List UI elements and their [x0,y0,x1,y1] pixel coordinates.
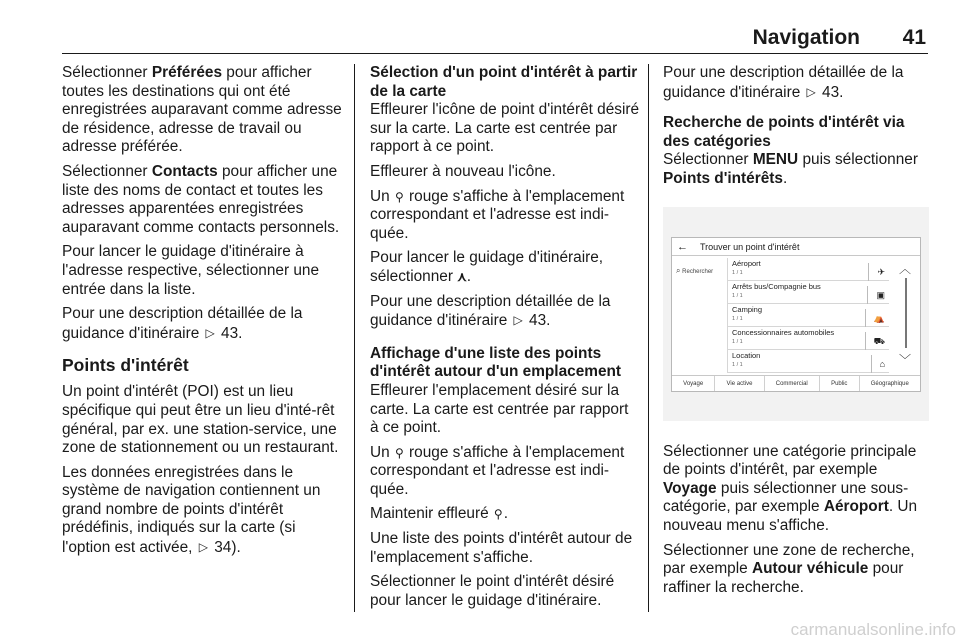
text: Pour lancer le guidage d'itinéraire, sélectionner [370,249,604,285]
poi-screen [671,237,921,392]
list-item-count: 1 / 1 [732,361,743,368]
scrollbar[interactable] [896,260,916,370]
map-pin-icon: ⚲ [394,445,404,460]
paragraph: Effleurer l'icône de point d'intérêt désiré sur la carte. La carte est centrée par rapport à ce point. [370,101,640,156]
list-item-count: 1 / 1 [732,315,743,322]
text: Pour une description détaillée de la guidance d'itinéraire [663,64,904,101]
tab-public[interactable]: Public [820,376,860,391]
text: Sélectionner une zone de recherche, par exemple [663,541,915,578]
bold-term: Préférées [151,64,223,81]
text: . [503,505,508,523]
list-item[interactable] [727,281,889,304]
section-title: Points d'intérêt [62,355,189,376]
bold-term: Contacts [151,162,218,180]
tab-vie-active[interactable]: Vie active [715,376,764,391]
list-item-name: Arrêts bus/Compagnie bus [732,281,821,291]
search-button[interactable] [676,262,713,282]
paragraph [370,188,640,244]
list-item-name: Concessionnaires automobiles [732,327,835,337]
text: pour afficher toutes les destinations qui ont été enregistrées auparavant comme adresse de résidence, adresse de travail ou adresse préférée. [62,64,342,156]
column-1 [62,64,348,564]
search-label: Rechercher [682,268,714,275]
category-list [727,258,889,373]
text: Sélectionner [62,64,152,81]
text: pour afficher une liste des noms de contact et toutes les adresses apparentées enregistrées auparavant comme contacts personnels. [62,162,340,236]
list-item[interactable] [727,350,889,373]
car-icon: ⛟ [865,332,885,351]
page-reference: 43. [524,312,551,330]
subsection-title: Sélection d'un point d'intérêt à partir de la carte [370,64,638,100]
scroll-down-icon[interactable]: ﹀ [899,352,912,367]
text: . [466,267,472,285]
text: . [782,169,788,187]
list-item-count: 1 / 1 [732,269,743,276]
text: Un [370,443,394,461]
page-reference-arrow-icon: ▷ [806,84,816,99]
text: Maintenir effleuré [370,505,493,523]
page-reference-arrow-icon: ▷ [205,325,215,340]
bold-term: Points d'intérêts [663,169,783,187]
paragraph: Sélectionner le point d'intérêt désiré pour lancer le guidage d'itinéraire. [370,573,615,609]
bold-term: MENU [752,151,799,169]
page-reference-arrow-icon: ▷ [513,313,523,328]
text: Sélectionner [663,151,753,169]
list-item[interactable] [727,327,889,350]
search-icon: ⌕ [676,265,681,275]
chapter-title: Navigation [752,26,860,49]
text: . Un nouveau menu s'affiche. [663,498,918,534]
list-item-count: 1 / 1 [732,338,743,345]
text: puis sélectionner une sous-catégorie, par exemple [663,479,909,516]
category-tabs [672,375,920,391]
paragraph [62,305,348,343]
text: rouge s'affiche à l'emplacement correspondant et l'adresse est indi-quée. [370,443,625,498]
scroll-track[interactable] [905,278,907,348]
column-divider [354,64,355,612]
paragraph [663,64,929,102]
bold-term: Aéroport [823,498,889,516]
text: Pour une description détaillée de la guidance d'itinéraire [370,292,611,330]
text: Pour une description détaillée de la guidance d'itinéraire [62,305,303,342]
bold-term: Autour véhicule [751,560,869,578]
screen-title: Trouver un point d'intérêt [700,241,800,252]
subsection-title: Recherche de points d'intérêt via des catégories [663,114,905,150]
map-pin-icon: ⚲ [394,189,404,204]
column-divider [648,64,649,612]
paragraph [663,542,929,598]
page-reference: 43. [817,83,844,101]
paragraph [370,249,640,286]
column-3 [663,64,929,603]
paragraph: Effleurer à nouveau l'icône. [370,162,556,180]
start-guidance-icon: ⋏ [457,268,467,284]
page-reference-arrow-icon: ▷ [198,540,208,555]
tab-commercial[interactable]: Commercial [765,376,820,391]
list-item-name: Camping [732,304,763,314]
back-arrow-icon[interactable]: ← [677,240,688,253]
tent-icon: ⛺ [865,309,885,328]
text: Les données enregistrées dans le système de navigation contiennent un grand nombre de points d'intérêt prédéfinis, indiqués sur la carte (si l'option est activée, [62,463,321,557]
watermark: carmanualsonline.info [790,620,956,639]
bus-icon: ▣ [867,286,885,305]
page-reference: 34). [209,539,241,557]
tab-voyage[interactable]: Voyage [672,376,715,391]
list-item-name: Aéroport [732,258,761,268]
page-header [62,26,928,54]
paragraph [370,505,640,524]
paragraph: Une liste des points d'intérêt autour de l'emplacement s'affiche. [370,530,633,566]
text: puis sélectionner [798,151,918,169]
paragraph: Pour lancer le guidage d'itinéraire à l'adresse respective, sélectionner une entrée dans la liste. [62,243,320,298]
paragraph [62,163,348,237]
rental-icon: ⌂ [871,355,885,374]
paragraph [370,293,640,331]
paragraph [663,151,929,188]
map-pin-icon: ⚲ [493,507,503,522]
page-reference: 43. [216,324,243,342]
text: rouge s'affiche à l'emplacement correspondant et l'adresse est indi-quée. [370,187,625,242]
paragraph: Un point d'intérêt (POI) est un lieu spécifique qui peut être un lieu d'inté-rêt général, par ex. une station-service, une zone de stationnement ou un restaurant. [62,383,339,457]
screen-title-bar [672,238,920,256]
list-item-name: Location [732,350,761,360]
tab-geographique[interactable]: Géographique [870,380,909,387]
text: Sélectionner une catégorie principale de points d'intérêt, par exemple [663,442,917,479]
column-2 [370,64,640,616]
page-number: 41 [902,26,926,49]
text: Un [370,187,394,205]
paragraph [62,64,348,157]
subsection-title: Affichage d'une liste des points d'intérêt autour d'un emplacement [370,344,622,381]
paragraph [62,464,348,558]
list-item[interactable] [727,258,889,281]
list-item[interactable] [727,304,889,327]
bold-term: Voyage [663,479,717,497]
screen-figure [663,207,929,421]
paragraph [370,444,640,500]
scroll-up-icon[interactable]: ︿ [899,261,912,276]
text: pour raffiner la recherche. [663,560,904,596]
paragraph [663,443,929,536]
list-item-count: 1 / 1 [732,292,743,299]
airplane-icon: ✈ [868,263,885,282]
text: Sélectionner [62,162,152,180]
paragraph: Effleurer l'emplacement désiré sur la carte. La carte est centrée par rapport à ce point. [370,381,629,437]
